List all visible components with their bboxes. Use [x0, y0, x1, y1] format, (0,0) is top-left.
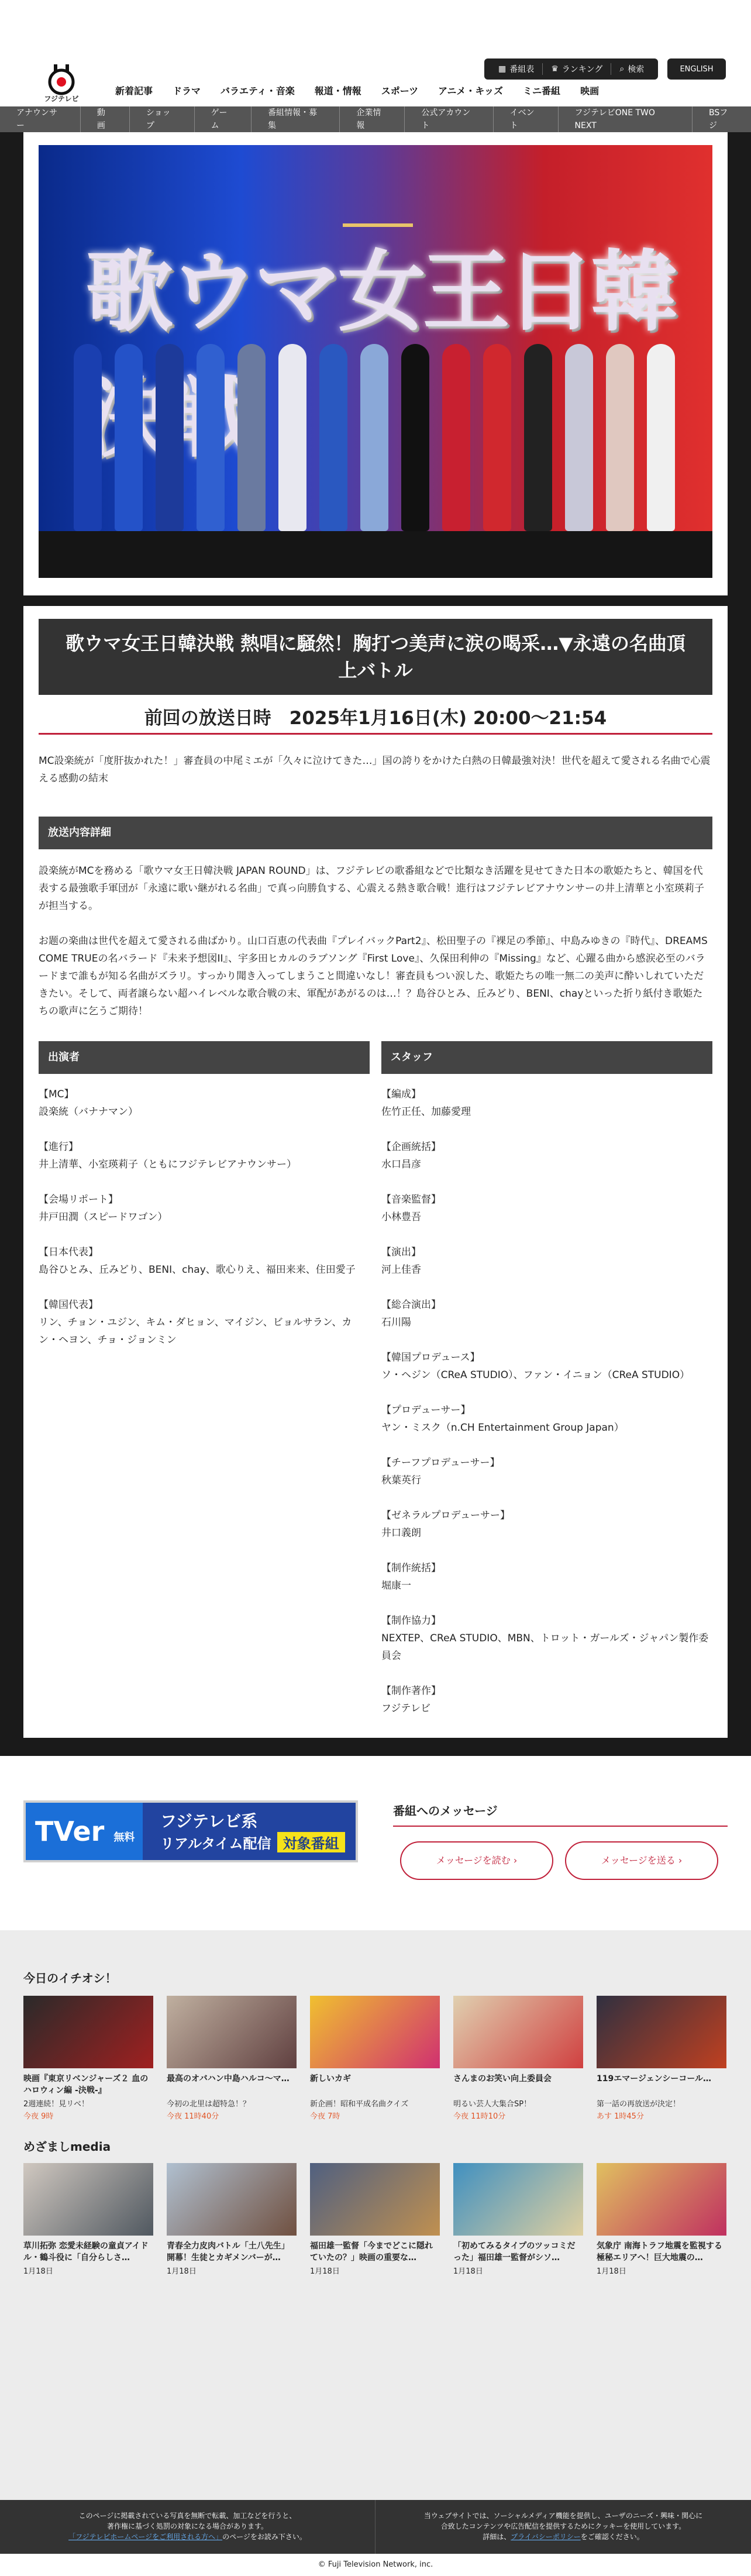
staff-names: 石川陽: [381, 1317, 411, 1328]
subnav-item[interactable]: 公式アカウント: [405, 106, 493, 132]
tver-text: [143, 1803, 358, 1860]
cast-group: [39, 1191, 370, 1226]
pickup-sub: 第一話の再放送が決定！: [597, 2100, 681, 2109]
hero-title-art: 歌ウマ女王日韓: [85, 242, 676, 343]
pickup-card[interactable]: [597, 1996, 726, 2121]
subnav-item[interactable]: フジテレビONE TWO NEXT: [559, 106, 693, 132]
notice-tail: のページをお読み下さい。: [222, 2533, 306, 2541]
tver-logo-text: TVer: [35, 1816, 105, 1847]
pickup-card[interactable]: [310, 1996, 440, 2121]
pickup-title: 最高のオバハン中島ハルコ〜マ…: [167, 2074, 290, 2083]
chevron-right-icon: ›: [678, 1855, 683, 1866]
performer-figure: [442, 344, 470, 531]
cast-list: [39, 1086, 370, 1366]
staff-group: [381, 1191, 712, 1226]
tver-free-badge: 無料: [113, 1831, 135, 1844]
cast-names: 井上清華、小室瑛莉子（ともにフジテレビアナウンサー）: [39, 1159, 297, 1170]
subnav-item[interactable]: 企業情報: [340, 106, 405, 132]
performer-figure: [115, 344, 143, 531]
staff-role: 【韓国プロデュース】: [381, 1352, 480, 1363]
cast-group: [39, 1086, 370, 1121]
staff-group: [381, 1086, 712, 1121]
gnav-item[interactable]: アニメ・キッズ: [438, 85, 504, 97]
staff-names: ソ・ヘジン（CReA STUDIO）、ファン・イニョン（CReA STUDIO）: [381, 1369, 690, 1381]
cast-role: 【韓国代表】: [39, 1299, 98, 1311]
site-header: [0, 0, 751, 106]
pickup-thumbnail: [310, 1996, 440, 2068]
program-title: 歌ウマ女王日韓決戦 熱唱に騒然！胸打つ美声に涙の喝采…▼永遠の名曲頂上バトル: [39, 619, 712, 695]
performer-figure: [156, 344, 184, 531]
send-message-label: メッセージを送る: [601, 1855, 676, 1866]
search-link[interactable]: ⌕ 検索: [619, 64, 645, 74]
pickup-time: あす 1時45分: [597, 2112, 644, 2121]
subnav-item[interactable]: ゲーム: [195, 106, 252, 132]
notice-line: 当ウェブサイトでは、ソーシャルメディア機能を提供し、ユーザのニーズ・興味・関心に: [423, 2512, 703, 2520]
tver-line1: フジテレビ系: [160, 1812, 258, 1831]
staff-group: [381, 1296, 712, 1331]
cast-names: リン、チョン・ユジン、キム・ダヒョン、マイジン、ビョルサラン、カン・ヘヨン、チョ・ジョンミン: [39, 1317, 352, 1346]
detail-heading: 放送内容詳細: [39, 817, 712, 849]
privacy-policy-link[interactable]: プライバシーポリシー: [511, 2533, 581, 2541]
performer-figure: [360, 344, 388, 531]
pickup-heading: 今日のイチオシ！: [23, 1971, 117, 1985]
subnav-item[interactable]: ショップ: [130, 106, 195, 132]
message-heading: 番組へのメッセージ: [393, 1802, 728, 1827]
notice-tail: をご確認ください。: [580, 2533, 644, 2541]
staff-role: 【プロデューサー】: [381, 1404, 471, 1416]
staff-group: [381, 1401, 712, 1437]
staff-names: 佐竹正任、加藤愛理: [381, 1106, 471, 1118]
chevron-right-icon: ›: [513, 1855, 518, 1866]
media-thumbnail: [453, 2163, 583, 2236]
media-card[interactable]: [453, 2163, 583, 2276]
program-lead: MC設楽統が「度肝抜かれた！」審査員の中尾ミエが「久々に泣けてきた…」国の誇りをかけた白熱の日韓最強対決！世代を超えて愛される名曲で心震える感動の結末: [39, 755, 711, 784]
media-date: 1月18日: [310, 2267, 340, 2276]
subnav-item[interactable]: 番組情報・募集: [252, 106, 340, 132]
performer-figure: [319, 344, 347, 531]
pickup-thumbnail: [167, 1996, 297, 2068]
read-message-label: メッセージを読む: [436, 1855, 511, 1866]
gnav-item[interactable]: 報道・情報: [314, 85, 361, 97]
staff-group: [381, 1682, 712, 1717]
grid-icon: ▦: [498, 64, 507, 74]
cast-names: 井戸田潤（スピードワゴン）: [39, 1211, 168, 1223]
cast-role: 【MC】: [39, 1089, 74, 1100]
performer-figure: [278, 344, 306, 531]
performer-figure: [197, 344, 225, 531]
pickup-sub: 明るい芸人大集合SP！: [453, 2100, 532, 2109]
media-card[interactable]: [597, 2163, 726, 2276]
pickup-time: 今夜 11時40分: [167, 2112, 219, 2121]
staff-names: 水口昌彦: [381, 1159, 421, 1170]
staff-role: 【企画統括】: [381, 1141, 441, 1153]
notice-head: 詳細は、: [483, 2533, 511, 2541]
staff-role: 【ゼネラルプロデューサー】: [381, 1510, 510, 1521]
ranking-link[interactable]: ♛ ランキング: [543, 63, 611, 75]
tver-logo: [26, 1803, 143, 1860]
media-title: 青春全力皮肉バトル「土八先生」開幕！生徒とカギメンバーが…: [167, 2241, 290, 2262]
media-card[interactable]: [23, 2163, 153, 2276]
media-thumbnail: [23, 2163, 153, 2236]
cast-group: [39, 1296, 370, 1349]
english-button[interactable]: ENGLISH: [667, 58, 726, 80]
media-title: 草川拓弥 恋愛未経験の童貞アイドル・鶴斗役に「自分らしさ…: [23, 2241, 149, 2262]
notice-line: [376, 2532, 751, 2542]
logo-text: フジテレビ: [44, 95, 79, 103]
pickup-title: 新しいカギ: [310, 2074, 351, 2083]
tver-banner[interactable]: [23, 1800, 358, 1862]
staff-heading: スタッフ: [381, 1041, 712, 1074]
pickup-sub: 今初の北里は超特急！？: [167, 2100, 251, 2109]
staff-role: 【制作協力】: [381, 1615, 441, 1627]
global-nav: [105, 83, 609, 99]
cast-names: 設楽統（バナナマン）: [39, 1106, 138, 1118]
pickup-thumbnail: [453, 1996, 583, 2068]
staff-role: 【総合演出】: [381, 1299, 441, 1311]
staff-names: 堀康一: [381, 1580, 411, 1592]
search-icon: ⌕: [619, 64, 625, 74]
pickup-sub: 2週連続！見リベ！: [23, 2100, 89, 2109]
staff-group: [381, 1507, 712, 1542]
pickup-sub: 新企画！昭和平成名曲クイズ: [310, 2100, 409, 2109]
performer-figure: [606, 344, 634, 531]
pickup-title: 119エマージェンシーコール…: [597, 2074, 712, 2083]
subnav-item[interactable]: BSフジ: [708, 108, 728, 130]
gnav-item[interactable]: 新着記事: [115, 85, 153, 97]
staff-role: 【音楽監督】: [381, 1194, 441, 1206]
crown-icon: ♛: [551, 64, 559, 74]
performer-figure: [237, 344, 266, 531]
tver-line2: リアルタイム配信: [160, 1835, 271, 1852]
staff-role: 【チーフプロデューサー】: [381, 1457, 500, 1469]
pickup-title: さんまのお笑い向上委員会: [453, 2074, 552, 2083]
staff-names: 井口義朗: [381, 1527, 421, 1539]
staff-group: [381, 1454, 712, 1489]
pickup-card[interactable]: [453, 1996, 583, 2121]
media-thumbnail: [167, 2163, 297, 2236]
pickup-time: 今夜 9時: [23, 2112, 54, 2121]
staff-list: [381, 1086, 712, 1735]
staff-role: 【演出】: [381, 1246, 421, 1258]
staff-names: ヤン・ミスク（n.CH Entertainment Group Japan）: [381, 1422, 624, 1434]
cast-heading: 出演者: [39, 1041, 370, 1074]
pickup-card[interactable]: [167, 1996, 297, 2121]
pickup-time: 今夜 7時: [310, 2112, 340, 2121]
broadcast-time: 2025年1月16日(木) 20:00〜21:54: [289, 708, 607, 729]
cast-role: 【会場リポート】: [39, 1194, 118, 1206]
staff-role: 【編成】: [381, 1089, 421, 1100]
read-message-button[interactable]: [400, 1841, 553, 1880]
gnav-item[interactable]: スポーツ: [381, 85, 419, 97]
staff-group: [381, 1612, 712, 1665]
notice-line: 著作権に基づく処罰の対象になる場合があります。: [106, 2522, 268, 2530]
gnav-item[interactable]: 映画: [580, 85, 600, 97]
media-title: 気象庁 南海トラフ地震を監視する極秘エリアへ！巨大地震の…: [597, 2241, 722, 2262]
media-title: 福田雄一監督「今までどこに隠れていたの？」映画の重要な…: [310, 2241, 433, 2262]
hero-image: [39, 145, 712, 578]
tver-target-badge: 対象番組: [277, 1832, 345, 1852]
cast-group: [39, 1138, 370, 1173]
copyright-notice: [0, 2500, 376, 2554]
pickup-title: 映画『東京リベンジャーズ２ 血のハロウィン編 -決戦-』: [23, 2074, 149, 2095]
stage-floor: [39, 531, 712, 578]
broadcast-label: 前回の放送日時: [144, 708, 271, 729]
notice-line: 合致したコンテンツや広告配信を提供するためにクッキーを使用しています。: [440, 2522, 686, 2530]
staff-names: フジテレビ: [381, 1703, 430, 1714]
sub-nav: [0, 106, 751, 132]
performer-figure: [647, 344, 675, 531]
staff-group: [381, 1349, 712, 1384]
performer-figure: [524, 344, 552, 531]
media-card[interactable]: [167, 2163, 297, 2276]
performer-figure: [74, 344, 102, 531]
mezamashi-heading: めざましmedia: [23, 2140, 111, 2154]
notice-line: [0, 2532, 375, 2542]
media-thumbnail: [597, 2163, 726, 2236]
utility-bar: [484, 58, 658, 80]
subnav-item[interactable]: 動画: [81, 106, 130, 132]
staff-group: [381, 1244, 712, 1279]
media-date: 1月18日: [453, 2267, 483, 2276]
media-thumbnail: [310, 2163, 440, 2236]
notice-line: このページに掲載されている写真を無断で転載、加工などを行うと、: [78, 2512, 297, 2520]
usage-policy-link[interactable]: 「フジテレビホームページをご利用される方へ」: [68, 2533, 223, 2541]
cast-group: [39, 1244, 370, 1279]
staff-names: 秋葉英行: [381, 1475, 421, 1486]
media-date: 1月18日: [597, 2267, 626, 2276]
performer-figure: [483, 344, 511, 531]
subnav-item[interactable]: アナウンサー: [0, 106, 81, 132]
staff-group: [381, 1559, 712, 1594]
staff-names: 河上佳香: [381, 1264, 421, 1276]
subnav-item[interactable]: イベント: [494, 106, 559, 132]
broadcast-info: [39, 702, 712, 735]
program-guide-link[interactable]: ▦ 番組表: [490, 63, 543, 75]
send-message-button[interactable]: [565, 1841, 718, 1880]
staff-role: 【制作著作】: [381, 1685, 441, 1697]
media-date: 1月18日: [167, 2267, 197, 2276]
tver-line2-wrap: [160, 1832, 358, 1852]
gnav-item[interactable]: ドラマ: [173, 85, 201, 97]
detail-paragraph: 設楽統がMCを務める「歌ウマ女王日韓決戦 JAPAN ROUND」は、フジテレビの歌番組などで比類なき活躍を見せてきた日本の歌姫たちと、韓国を代表する最強歌手軍団が「永遠に歌い継がれる名曲」で真っ向勝負する、心震える熱き歌合戦！進行はフジテレビアナウンサーの井上清華と小室瑛莉子が担当する。: [39, 865, 704, 912]
gnav-item[interactable]: バラエティ・音楽: [221, 85, 295, 97]
pickup-card[interactable]: [23, 1996, 153, 2121]
copyright: © Fuji Television Network, inc.: [0, 2554, 751, 2576]
media-title: 「初めてみるタイプのツッコミだった」福田雄一監督がシソ…: [453, 2241, 576, 2262]
cookie-notice: [376, 2500, 751, 2554]
staff-names: 小林豊吾: [381, 1211, 421, 1223]
cast-names: 島谷ひとみ、丘みどり、BENI、chay、歌心りえ、福田来来、住田愛子: [39, 1264, 356, 1276]
cast-role: 【日本代表】: [39, 1246, 98, 1258]
pickup-thumbnail: [597, 1996, 726, 2068]
pickup-thumbnail: [23, 1996, 153, 2068]
staff-names: NEXTEP、CReA STUDIO、MBN、トロット・ガールズ・ジャパン製作委員会: [381, 1633, 709, 1662]
performer-figure: [565, 344, 593, 531]
media-date: 1月18日: [23, 2267, 53, 2276]
performer-figure: [401, 344, 429, 531]
gnav-item[interactable]: ミニ番組: [523, 85, 561, 97]
staff-group: [381, 1138, 712, 1173]
footer-notice: [0, 2500, 751, 2554]
detail-paragraph: お题の楽曲は世代を超えて愛される曲ばかり。山口百恵の代表曲『プレイバックPart2』、松田聖子の『裸足の季節』、中島みゆきの『時代』、DREAMS COME TRUEの名バラード『未来予想図II』、宇多田ヒカルのラブソング『First Love』、久保田利伸の『Missing』など、心躍る曲から感涙必至のバラードまで誰もが知る名曲がズラリ。すっかり聞き入ってしまうこと間違いなし！審査員もつい涙した、歌姫たちの唯一無二の美声に酔いしれていただきたい。そして、両者譲らない超ハイレベルな歌合戦の末、軍配があがるのは…！？島谷ひとみ、丘みどり、BENI、chayといった折り紙付き歌姫たちの歌声に乞うご期待！: [39, 935, 708, 1017]
media-card[interactable]: [310, 2163, 440, 2276]
pickup-time: 今夜 11時10分: [453, 2112, 506, 2121]
staff-role: 【制作統括】: [381, 1562, 441, 1574]
cast-role: 【進行】: [39, 1141, 78, 1153]
